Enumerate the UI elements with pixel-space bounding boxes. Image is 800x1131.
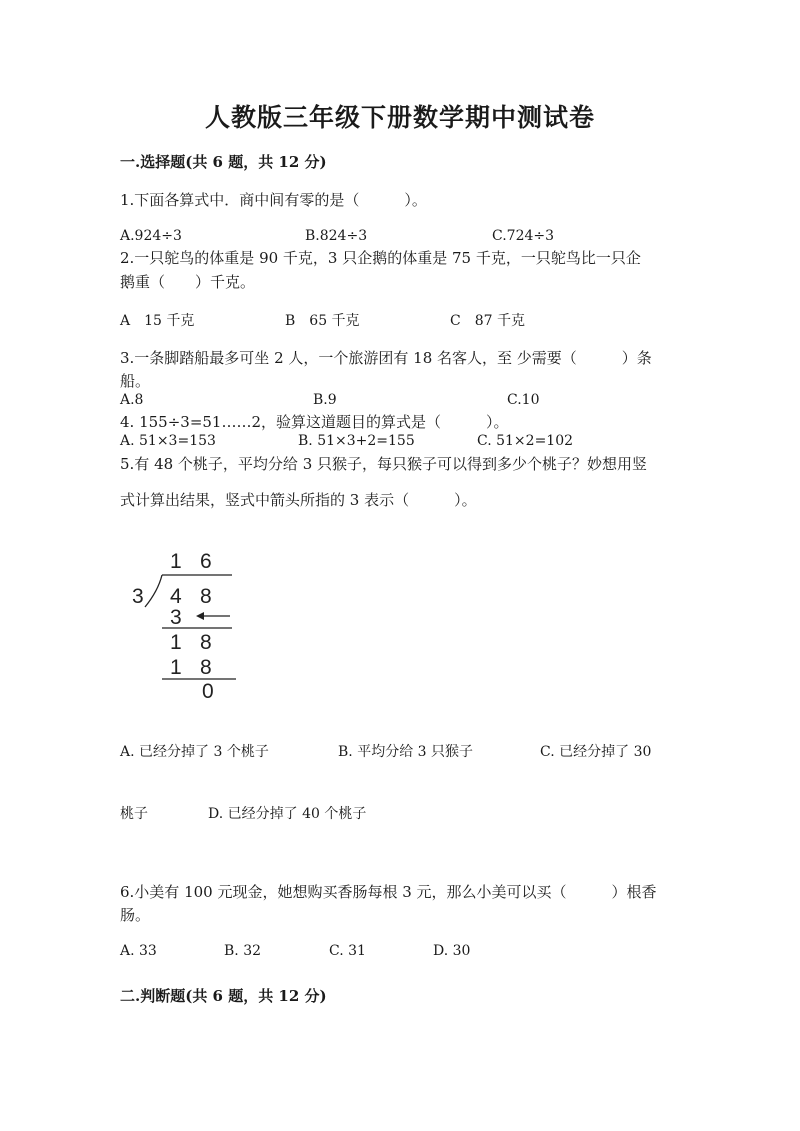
section-heading-choice: 一.选择题(共 6 题，共 12 分) <box>120 153 327 171</box>
option-c: C. 51×2=102 <box>477 433 574 449</box>
question-5-options-line1 <box>120 741 690 763</box>
question-5-stem-line2: 式计算出结果，竖式中箭头所指的 3 表示（ ）。 <box>120 491 477 509</box>
question-6-stem-line1: 6.小美有 100 元现金，她想购买香肠每根 3 元，那么小美可以买（ ）根香 <box>120 883 657 901</box>
option-a: A. 已经分掉了 3 个桃子 <box>120 744 269 760</box>
option-b: B. 51×3+2=155 <box>298 433 415 449</box>
option-a: A. 51×3=153 <box>120 433 216 449</box>
option-c-continued: 桃子 <box>120 806 148 822</box>
question-3-stem-line1: 3.一条脚踏船最多可坐 2 人，一个旅游团有 18 名客人，至 少需要（ ）条 <box>120 349 652 367</box>
option-b: B.824÷3 <box>305 228 368 244</box>
option-b: B. 32 <box>224 943 262 959</box>
option-c: C 87 千克 <box>450 313 525 329</box>
dividend-digit: 4 <box>170 585 182 608</box>
option-b: B 65 千克 <box>285 313 360 329</box>
question-6-options <box>120 943 690 965</box>
option-c: C.724÷3 <box>492 228 555 244</box>
option-a: A.924÷3 <box>120 228 182 244</box>
step-product-digit: 1 <box>170 656 182 679</box>
option-c: C. 31 <box>329 943 366 959</box>
option-c: C. 已经分掉了 30 <box>540 744 652 760</box>
question-4-stem: 4. 155÷3=51……2，验算这道题目的算式是（ ）。 <box>120 413 509 431</box>
question-5-options-line2 <box>120 803 690 825</box>
dividend-digit: 8 <box>200 585 212 608</box>
quotient-digit: 6 <box>200 550 212 573</box>
option-d: D. 已经分掉了 40 个桃子 <box>208 806 367 822</box>
question-5-stem-line1: 5.有 48 个桃子，平均分给 3 只猴子，每只猴子可以得到多少个桃子？妙想用竖 <box>120 455 648 473</box>
long-division-figure <box>128 543 248 703</box>
question-2-options <box>120 310 690 332</box>
section-heading-judgement: 二.判断题(共 6 题，共 12 分) <box>120 987 327 1005</box>
option-b: B.9 <box>313 392 337 408</box>
quotient-digit: 1 <box>170 550 182 573</box>
arrow-left-icon <box>196 612 204 620</box>
option-a: A. 33 <box>120 943 157 959</box>
divisor: 3 <box>132 585 144 608</box>
final-remainder: 0 <box>202 680 214 703</box>
option-c: C.10 <box>507 392 540 408</box>
step-product-digit: 8 <box>200 656 212 679</box>
question-1-stem: 1.下面各算式中．商中间有零的是（ ）。 <box>120 191 427 209</box>
partial-dividend-digit: 8 <box>200 631 212 654</box>
question-3-stem-line2: 船。 <box>120 372 151 390</box>
step-product: 3 <box>170 606 182 629</box>
question-2-stem-line1: 2.一只鸵鸟的体重是 90 千克，3 只企鹅的体重是 75 千克，一只鸵鸟比一只企 <box>120 249 641 267</box>
question-2-stem-line2: 鹅重（ ）千克。 <box>120 273 256 291</box>
division-bracket <box>145 575 162 607</box>
question-6-stem-line2: 肠。 <box>120 906 151 924</box>
partial-dividend-digit: 1 <box>170 631 182 654</box>
option-a: A.8 <box>120 392 144 408</box>
page-title: 人教版三年级下册数学期中测试卷 <box>204 103 595 132</box>
option-d: D. 30 <box>433 943 471 959</box>
option-a: A 15 千克 <box>120 313 195 329</box>
option-b: B. 平均分给 3 只猴子 <box>338 744 473 760</box>
